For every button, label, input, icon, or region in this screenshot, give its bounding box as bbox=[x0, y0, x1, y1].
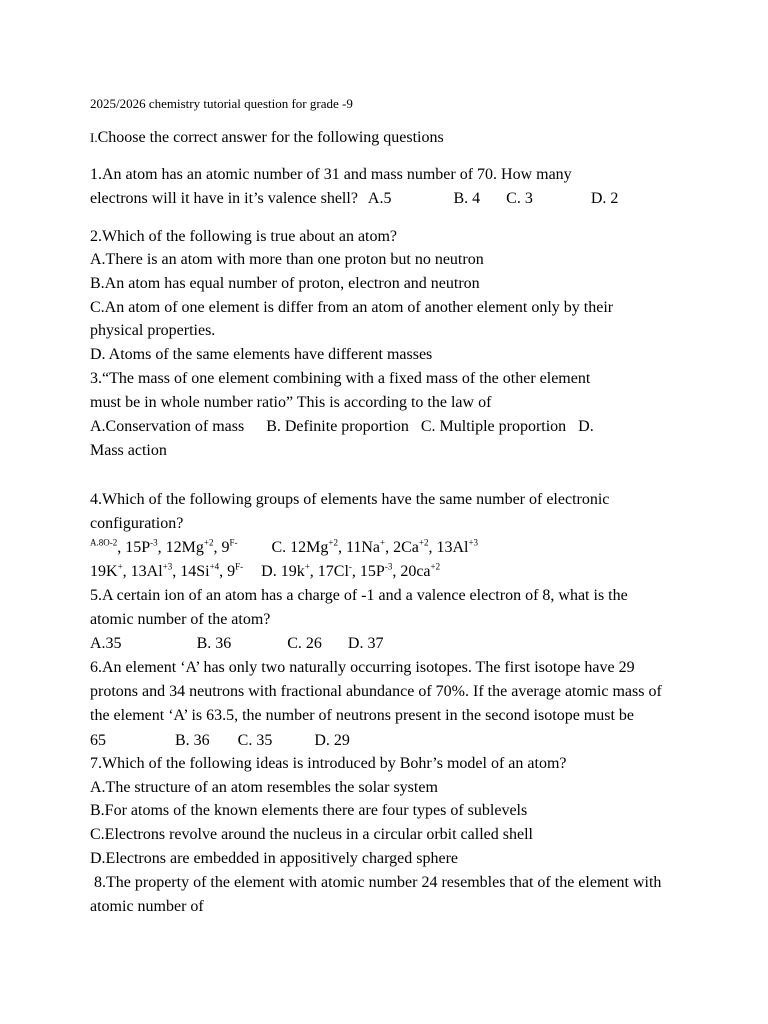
q4-option-d-p: , 15P bbox=[351, 563, 385, 580]
q4-option-b-f-charge: F- bbox=[235, 561, 244, 572]
q4-option-b-k: 19K bbox=[90, 563, 118, 580]
q4-option-b-si-charge: +4 bbox=[209, 561, 220, 572]
q4-option-a-lead: A.8O-2 bbox=[90, 537, 118, 548]
q4-option-d-ca-charge: +2 bbox=[430, 561, 441, 572]
q5-stem-line1: 5.A certain ion of an atom has a charge of -1 and a valence electron of 8, what is the bbox=[90, 587, 628, 604]
q4-option-b-f: , 9 bbox=[219, 563, 236, 580]
q6-option-a: 65 bbox=[90, 732, 106, 749]
q5-option-a: A.35 bbox=[90, 635, 122, 652]
q4-option-a-mg: , 12Mg bbox=[157, 539, 204, 556]
q1-stem-line2 bbox=[90, 189, 618, 209]
q3-option-b: B. Definite proportion bbox=[266, 418, 409, 435]
q2-option-d: D. Atoms of the same elements have different masses bbox=[90, 346, 433, 363]
q4-option-d-k: D. 19k bbox=[261, 563, 305, 580]
q2-option-c-line1: C.An atom of one element is differ from an atom of another element only by their bbox=[90, 299, 614, 316]
section-title: Choose the correct answer for the following questions bbox=[97, 129, 444, 146]
q4-option-c-na: , 11Na bbox=[337, 539, 381, 556]
q4-option-c-mg-charge: +2 bbox=[328, 537, 338, 548]
q5-option-c: C. 26 bbox=[287, 635, 322, 652]
q6-option-d: D. 29 bbox=[314, 732, 350, 749]
q6-stem-line3: the element ‘A’ is 63.5, the number of neutrons present in the second isotope must be bbox=[90, 707, 635, 724]
q4-option-c-ca: , 2Ca bbox=[385, 539, 419, 556]
q3-option-d-text: Mass action bbox=[90, 442, 167, 459]
q6-stem-line1: 6.An element ‘A’ has only two naturally occurring isotopes. The first isotope have 29 bbox=[90, 659, 635, 676]
q4-option-b-al: , 13Al bbox=[122, 563, 163, 580]
q4-stem-line1: 4.Which of the following groups of elements have the same number of electronic bbox=[90, 491, 610, 508]
q4-option-d-ca: , 20ca bbox=[392, 563, 431, 580]
q1-option-d: D. 2 bbox=[590, 190, 619, 207]
q3-stem-line2: must be in whole number ratio” This is according to the law of bbox=[90, 394, 492, 411]
q4-options-row1 bbox=[90, 538, 478, 558]
q4-option-b-al-charge: +3 bbox=[162, 561, 173, 572]
q6-option-c: C. 35 bbox=[237, 732, 273, 749]
q4-option-a-p-charge: -3 bbox=[150, 537, 158, 548]
q4-option-a-p: , 15P bbox=[117, 539, 151, 556]
q3-options bbox=[90, 417, 594, 437]
q5-stem-line2: atomic number of the atom? bbox=[90, 611, 271, 628]
q4-option-a-f-charge: F- bbox=[229, 537, 238, 548]
q4-option-b-k-charge: + bbox=[117, 561, 123, 572]
q4-option-c-na-charge: + bbox=[380, 537, 386, 548]
q6-stem-line2: protons and 34 neutrons with fractional abundance of 70%. If the average atomic mass of bbox=[90, 683, 662, 700]
q4-option-d-cl-charge: - bbox=[348, 561, 352, 572]
q7-option-a: A.The structure of an atom resembles the solar system bbox=[90, 779, 438, 796]
document-header: 2025/2026 chemistry tutorial question for grade -9 bbox=[90, 96, 353, 111]
q3-option-d-label: D. bbox=[578, 418, 594, 435]
q8-stem-line2: atomic number of bbox=[90, 898, 204, 915]
q1-stem-line1: 1.An atom has an atomic number of 31 and mass number of 70. How many bbox=[90, 166, 572, 183]
q5-option-b: B. 36 bbox=[196, 635, 232, 652]
q4-option-c-al: , 13Al bbox=[428, 539, 469, 556]
q4-options-row2 bbox=[90, 562, 440, 582]
q4-option-b-si: , 14Si bbox=[172, 563, 210, 580]
q4-stem-line2: configuration? bbox=[90, 515, 184, 532]
section-numeral: I. bbox=[90, 130, 98, 145]
q4-option-c-al-charge: +3 bbox=[468, 537, 479, 548]
q4-option-a-f: , 9 bbox=[213, 539, 230, 556]
q6-option-b: B. 36 bbox=[175, 732, 210, 749]
q4-option-a-mg-charge: +2 bbox=[203, 537, 214, 548]
q1-option-a: A.5 bbox=[367, 190, 392, 207]
q3-stem-line1: 3.“The mass of one element combining with a fixed mass of the other element bbox=[90, 370, 591, 387]
q4-option-d-cl: , 17Cl bbox=[309, 563, 349, 580]
q2-option-a: A.There is an atom with more than one proton but no neutron bbox=[90, 251, 484, 268]
q5-options bbox=[90, 634, 383, 654]
q4-option-d-k-charge: + bbox=[304, 561, 310, 572]
q7-stem: 7.Which of the following ideas is introduced by Bohr’s model of an atom? bbox=[90, 755, 567, 772]
q6-options bbox=[90, 731, 350, 751]
q8-stem-line1: 8.The property of the element with atomic number 24 resembles that of the element with bbox=[90, 874, 662, 891]
q7-option-b: B.For atoms of the known elements there are four types of sublevels bbox=[90, 802, 528, 819]
q4-option-c-ca-charge: +2 bbox=[418, 537, 429, 548]
q3-option-a: A.Conservation of mass bbox=[90, 418, 245, 435]
q7-option-c: C.Electrons revolve around the nucleus in a circular orbit called shell bbox=[90, 826, 533, 843]
q3-option-c: C. Multiple proportion bbox=[420, 418, 567, 435]
q5-option-d: D. 37 bbox=[347, 635, 384, 652]
q1-stem-text: electrons will it have in it’s valence shell? bbox=[90, 190, 358, 207]
q4-option-d-p-charge: -3 bbox=[384, 561, 393, 572]
section-heading bbox=[90, 128, 444, 148]
q1-option-b: B. 4 bbox=[453, 190, 481, 207]
q7-option-d: D.Electrons are embedded in appositively charged sphere bbox=[90, 850, 459, 867]
q4-option-c-mg: C. 12Mg bbox=[271, 539, 329, 556]
q2-option-c-line2: physical properties. bbox=[90, 322, 216, 339]
q2-stem: 2.Which of the following is true about an atom? bbox=[90, 228, 398, 245]
q1-option-c: C. 3 bbox=[506, 190, 533, 207]
q2-option-b: B.An atom has equal number of proton, electron and neutron bbox=[90, 275, 480, 292]
